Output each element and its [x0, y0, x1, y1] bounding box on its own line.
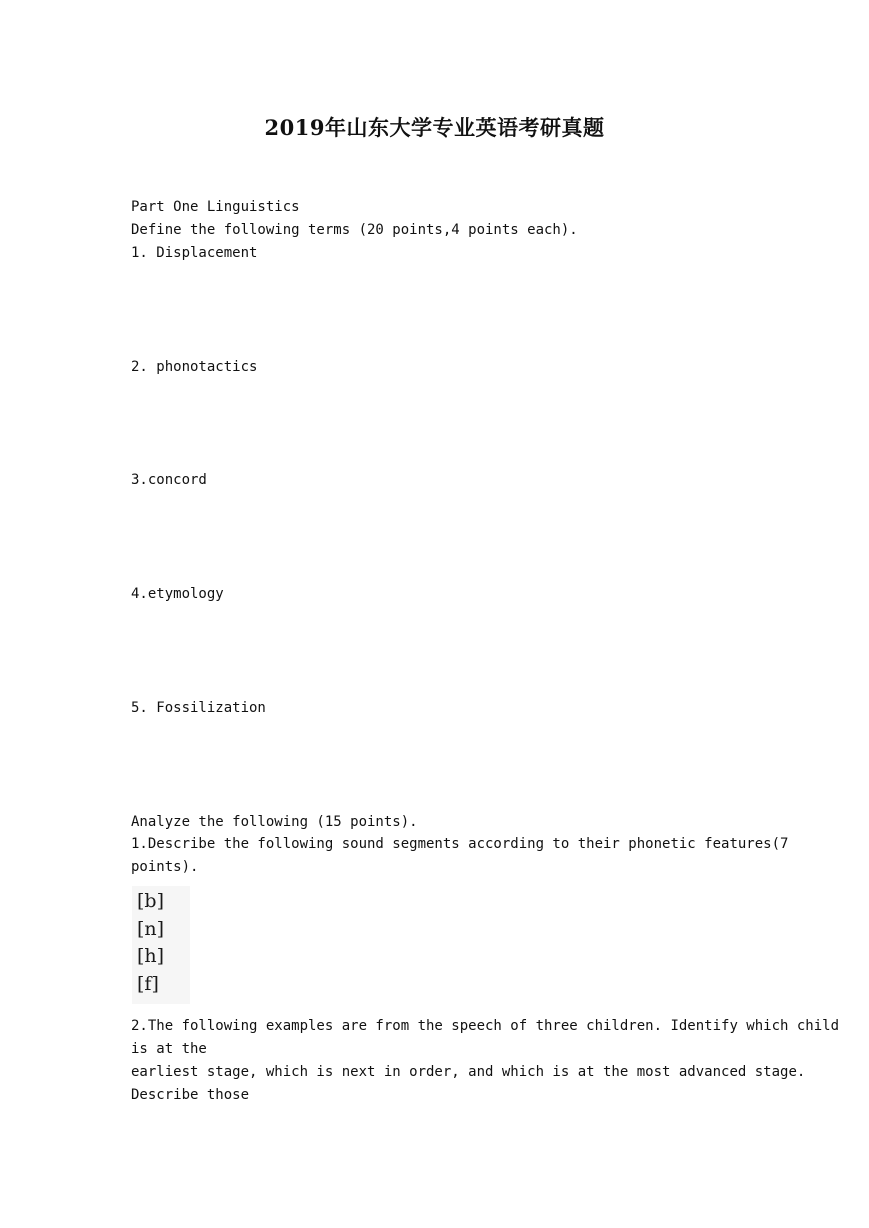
question-2-line: 2.The following examples are from the speech of three children. Identify which child [131, 1018, 840, 1034]
phonetic-symbol: [n] [137, 918, 165, 940]
question-1-text [131, 835, 789, 853]
phonetic-symbol: [h] [137, 945, 165, 967]
phonetic-symbol: [f] [137, 973, 159, 995]
question-1-line: 1.Describe the following sound segments according to their phonetic features(7 [131, 836, 789, 852]
question-2-line: earliest stage, which is next in order, and which is at the most advanced stage. [131, 1064, 806, 1080]
term-item: 4.etymology [131, 586, 224, 602]
question-2-text [131, 1017, 840, 1035]
question-2-text-line3 [131, 1063, 806, 1081]
term-item: 2. phonotactics [131, 359, 258, 375]
phonetic-symbol: [b] [137, 890, 164, 912]
analyze-instruction: Analyze the following (15 points). [131, 814, 418, 830]
part-heading: Part One Linguistics [131, 199, 300, 215]
page-title: 2019年山东大学专业英语考研真题 [264, 115, 605, 140]
define-instruction: Define the following terms (20 points,4 points each). [131, 222, 578, 238]
term-item: 1. Displacement [131, 245, 258, 261]
question-1-text-cont: points). [131, 859, 199, 875]
term-item: 5. Fossilization [131, 700, 266, 716]
question-2-text-line4: Describe those [131, 1087, 250, 1103]
term-item: 3.concord [131, 472, 207, 488]
question-2-text-cont: is at the [131, 1041, 207, 1057]
